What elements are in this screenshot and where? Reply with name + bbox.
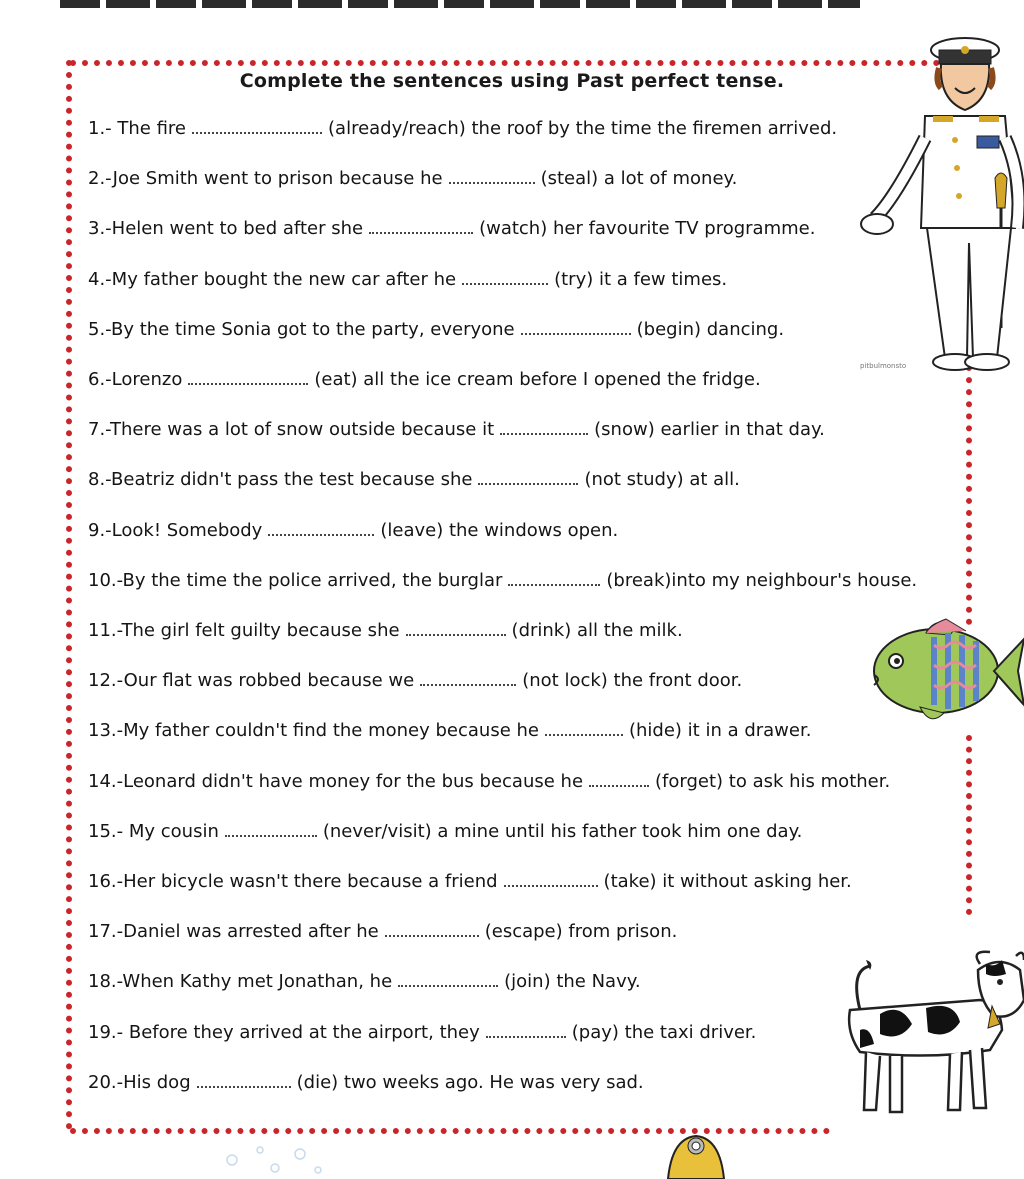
sentence-start: 2.-Joe Smith went to prison because he xyxy=(88,168,443,190)
answer-blank[interactable] xyxy=(420,670,516,686)
sentence-start: 7.-There was a lot of snow outside because it xyxy=(88,419,495,441)
sentence-end: (watch) her favourite TV programme. xyxy=(479,218,816,240)
sentence-end: (take) it without asking her. xyxy=(603,871,852,892)
answer-blank[interactable] xyxy=(521,319,631,335)
sentence-end: (pay) the taxi driver. xyxy=(571,1021,757,1043)
sentence-end: (drink) all the milk. xyxy=(511,620,683,641)
fish-illustration xyxy=(866,605,1024,735)
sentence-item xyxy=(88,369,761,390)
cow-illustration xyxy=(830,940,1024,1125)
sentence-start: 14.-Leonard didn't have money for the bus because he xyxy=(88,770,584,792)
sentence-end: (leave) the windows open. xyxy=(380,519,619,541)
sentence-item xyxy=(88,971,641,992)
answer-blank[interactable] xyxy=(545,720,623,736)
sentence-end: (not study) at all. xyxy=(584,469,740,491)
answer-blank[interactable] xyxy=(478,469,578,485)
answer-blank[interactable] xyxy=(406,620,506,636)
sentence-item xyxy=(88,620,683,641)
sentence-end: (never/visit) a mine until his father took him one day. xyxy=(322,820,803,842)
sentence-end: (steal) a lot of money. xyxy=(540,168,738,190)
sentence-start: 15.- My cousin xyxy=(88,820,219,842)
sentence-start: 13.-My father couldn't find the money because he xyxy=(88,720,539,742)
sentence-end: (try) it a few times. xyxy=(554,268,728,290)
sentence-item xyxy=(88,118,837,139)
sentence-item xyxy=(88,871,852,892)
sentence-end: (break)into my neighbour's house. xyxy=(606,569,918,591)
sentence-start: 20.-His dog xyxy=(88,1071,191,1093)
sentence-start: 18.-When Kathy met Jonathan, he xyxy=(88,971,393,993)
sailor-illustration xyxy=(855,28,1024,373)
answer-blank[interactable] xyxy=(504,871,598,887)
sentence-item xyxy=(88,168,737,189)
sentence-item xyxy=(88,419,825,440)
sentence-start: 19.- Before they arrived at the airport, they xyxy=(88,1021,480,1043)
answer-blank[interactable] xyxy=(462,269,548,285)
illustration-credit: pitbulmonsto xyxy=(860,362,907,370)
sentence-end: (forget) to ask his mother. xyxy=(655,770,891,792)
answer-blank[interactable] xyxy=(225,821,317,837)
bubbles-decoration xyxy=(150,1140,370,1179)
sentence-end: (join) the Navy. xyxy=(504,971,641,993)
sentence-end: (begin) dancing. xyxy=(636,318,785,340)
sentence-end: (snow) earlier in that day. xyxy=(594,419,825,441)
frame-border-right xyxy=(966,365,972,625)
frame-border-left xyxy=(66,60,72,1130)
sentence-end: (already/reach) the roof by the time the firemen arrived. xyxy=(328,118,838,139)
sentence-item xyxy=(88,1022,756,1043)
sentence-start: 8.-Beatriz didn't pass the test because she xyxy=(88,469,473,491)
answer-blank[interactable] xyxy=(500,419,588,435)
answer-blank[interactable] xyxy=(192,118,322,134)
answer-blank[interactable] xyxy=(188,369,308,385)
sentence-item xyxy=(88,570,917,591)
answer-blank[interactable] xyxy=(449,168,535,184)
sentence-start: 10.-By the time the police arrived, the burglar xyxy=(88,569,503,591)
answer-blank[interactable] xyxy=(385,921,479,937)
sentence-end: (eat) all the ice cream before I opened the fridge. xyxy=(314,369,761,390)
answer-blank[interactable] xyxy=(508,570,600,586)
sentence-start: 12.-Our flat was robbed because we xyxy=(88,670,415,692)
frame-border-top xyxy=(70,60,940,66)
sentence-item xyxy=(88,821,802,842)
sentence-end: (die) two weeks ago. He was very sad. xyxy=(296,1071,644,1093)
sentence-item xyxy=(88,520,618,541)
top-decoration xyxy=(60,0,860,8)
sentence-end: (hide) it in a drawer. xyxy=(628,720,812,742)
sentence-item xyxy=(88,469,740,490)
sentence-start: 4.-My father bought the new car after he xyxy=(88,268,457,290)
sentence-end: (escape) from prison. xyxy=(484,921,678,943)
answer-blank[interactable] xyxy=(398,971,498,987)
sentence-start: 16.-Her bicycle wasn't there because a friend xyxy=(88,871,498,892)
answer-blank[interactable] xyxy=(589,771,649,787)
answer-blank[interactable] xyxy=(268,520,374,536)
sentence-start: 6.-Lorenzo xyxy=(88,369,183,390)
sentence-start: 9.-Look! Somebody xyxy=(88,519,263,541)
answer-blank[interactable] xyxy=(197,1072,291,1088)
sentence-item xyxy=(88,1072,644,1093)
sentence-start: 17.-Daniel was arrested after he xyxy=(88,921,379,943)
sentence-start: 11.-The girl felt guilty because she xyxy=(88,620,400,641)
sentence-start: 1.- The fire xyxy=(88,118,187,139)
sentence-item xyxy=(88,771,890,792)
sentence-item xyxy=(88,269,727,290)
sentence-item xyxy=(88,670,742,691)
sentence-start: 3.-Helen went to bed after she xyxy=(88,218,364,240)
sentence-item xyxy=(88,720,811,741)
sentence-item xyxy=(88,218,815,239)
sentence-item xyxy=(88,921,677,942)
frame-border-right xyxy=(966,735,972,915)
helmet-illustration xyxy=(664,1130,728,1179)
sentence-end: (not lock) the front door. xyxy=(522,670,743,692)
worksheet-title: Complete the sentences using Past perfect tense. xyxy=(239,70,785,92)
sentence-item xyxy=(88,319,784,340)
sentence-start: 5.-By the time Sonia got to the party, everyone xyxy=(88,318,515,340)
answer-blank[interactable] xyxy=(486,1022,566,1038)
answer-blank[interactable] xyxy=(369,218,473,234)
